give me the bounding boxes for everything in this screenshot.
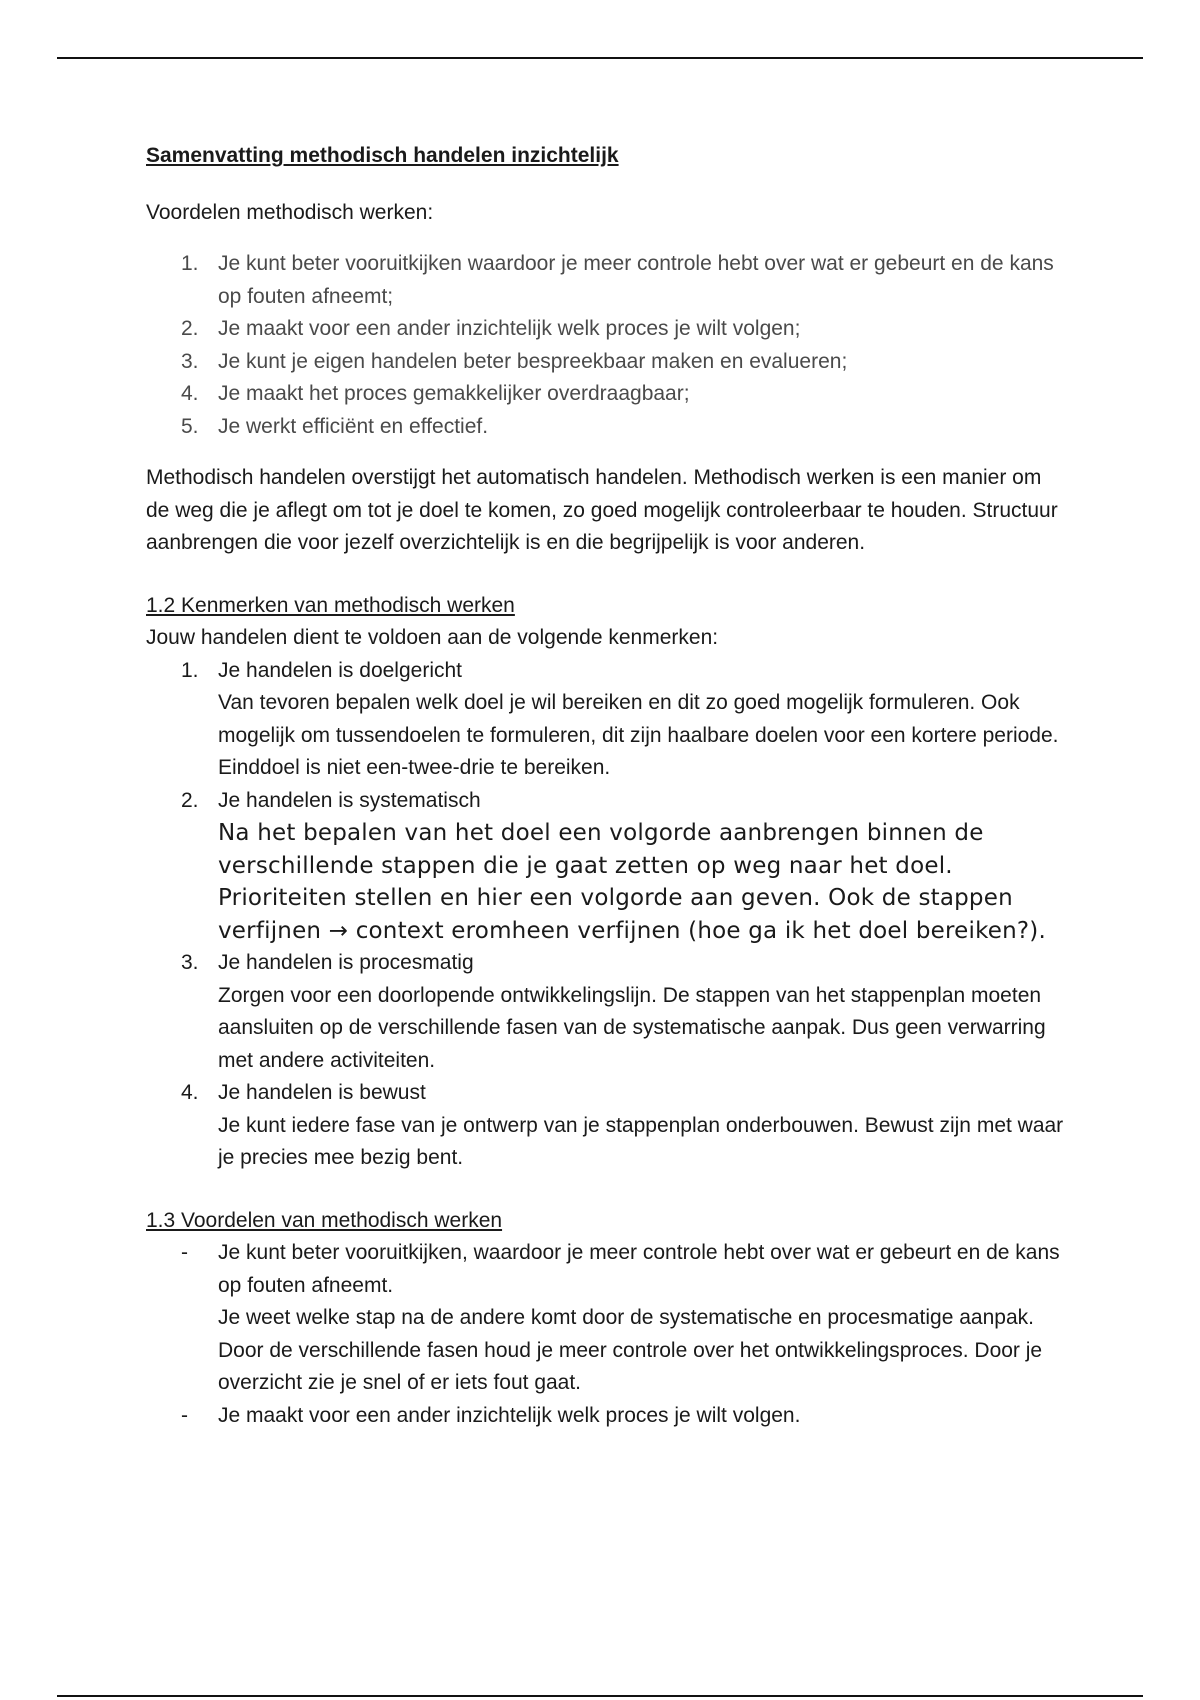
- list-item-text: Je werkt efficiënt en effectief.: [218, 414, 489, 438]
- list-number: 1.: [181, 658, 199, 682]
- list-item: [146, 313, 1066, 346]
- list-number: 4.: [181, 382, 199, 405]
- list-item: [146, 248, 1066, 313]
- list-item: [146, 1077, 1066, 1175]
- document-title: Samenvatting methodisch handelen inzichtelijk: [146, 144, 619, 167]
- voordelen-intro: Voordelen methodisch werken:: [146, 200, 434, 224]
- list-number: 3.: [181, 349, 199, 373]
- voordelen-list: [146, 248, 1066, 443]
- list-item: [146, 411, 1066, 444]
- spacer: [146, 1175, 1066, 1205]
- list-item-description: Van tevoren bepalen welk doel je wil bereiken en dit zo goed mogelijk formuleren. Ook mogelijk om tussendoelen te formuleren, dit zijn haalbare doelen voor een kortere periode. Einddoel is niet een-twee-drie te bereiken.: [218, 691, 1059, 779]
- paragraph-methodisch: Methodisch handelen overstijgt het automatisch handelen. Methodisch werken is een manier om de weg die je aflegt om tot je doel te komen, zo goed mogelijk controleerbaar te houden. Structuur aanbrengen die voor jezelf overzichtelijk is en die begrijpelijk is voor anderen.: [146, 466, 1058, 554]
- list-item-title: Je handelen is procesmatig: [218, 951, 474, 974]
- footer-rule: [57, 1695, 1143, 1697]
- list-item: [146, 1237, 1066, 1400]
- list-number: 5.: [181, 414, 199, 438]
- list-dash: -: [181, 1403, 188, 1427]
- list-item: [146, 655, 1066, 785]
- document-page: [146, 140, 1066, 1432]
- list-item-title: Je handelen is doelgericht: [218, 658, 463, 682]
- header-rule: [57, 57, 1143, 59]
- list-item-text: Je maakt het proces gemakkelijker overdraagbaar;: [218, 382, 690, 405]
- list-number: 3.: [181, 951, 199, 974]
- list-number: 1.: [181, 252, 199, 275]
- list-item: [146, 1400, 1066, 1433]
- list-item-text: Je kunt beter vooruitkijken waardoor je meer controle hebt over wat er gebeurt en de kans op fouten afneemt;: [218, 252, 1054, 308]
- list-dash: -: [181, 1241, 188, 1264]
- section-heading-1-3: 1.3 Voordelen van methodisch werken: [146, 1208, 503, 1232]
- list-number: 4.: [181, 1081, 199, 1104]
- list-item: [146, 346, 1066, 379]
- list-item-title: Je handelen is systematisch: [218, 788, 481, 812]
- list-item: [146, 378, 1066, 411]
- list-item-text: Je maakt voor een ander inzichtelijk welk proces je wilt volgen;: [218, 317, 801, 340]
- list-item-title: Je kunt beter vooruitkijken, waardoor je meer controle hebt over wat er gebeurt en de kans op fouten afneemt.: [218, 1241, 1060, 1297]
- spacer: [146, 560, 1066, 590]
- spacer: [146, 229, 1066, 248]
- list-item-text: Je kunt je eigen handelen beter bespreekbaar maken en evalueren;: [218, 349, 848, 373]
- list-item-title: Je maakt voor een ander inzichtelijk welk proces je wilt volgen.: [218, 1403, 801, 1427]
- list-item-description: Na het bepalen van het doel een volgorde aanbrengen binnen de verschillende stappen die je gaat zetten op weg naar het doel. Prioriteiten stellen en hier een volgorde aan geven. Ook de stappen verfijnen → context eromheen verfijnen (hoe ga ik het doel bereiken?).: [218, 820, 1046, 944]
- voordelen-detail-list: [146, 1237, 1066, 1432]
- list-item-description: Je weet welke stap na de andere komt door de systematische en procesmatige aanpak. Door de verschillende fasen houd je meer controle over het ontwikkelingsproces. Door je overzicht zie je snel of er iets fout gaat.: [218, 1306, 1043, 1394]
- list-item-description: Zorgen voor een doorlopende ontwikkelingslijn. De stappen van het stappenplan moeten aansluiten op de verschillende fasen van de systematische aanpak. Dus geen verwarring met andere activiteiten.: [218, 983, 1046, 1072]
- list-number: 2.: [181, 788, 199, 812]
- list-item-title: Je handelen is bewust: [218, 1081, 426, 1104]
- list-number: 2.: [181, 317, 199, 340]
- section-heading-1-2: 1.2 Kenmerken van methodisch werken: [146, 593, 515, 617]
- kenmerken-list: [146, 655, 1066, 1175]
- list-item: [146, 785, 1066, 948]
- list-item: [146, 947, 1066, 1077]
- spacer: [146, 443, 1066, 462]
- list-item-description: Je kunt iedere fase van je ontwerp van je stappenplan onderbouwen. Bewust zijn met waar je precies mee bezig bent.: [218, 1113, 1064, 1169]
- section-1-2-intro: Jouw handelen dient te voldoen aan de volgende kenmerken:: [146, 626, 719, 649]
